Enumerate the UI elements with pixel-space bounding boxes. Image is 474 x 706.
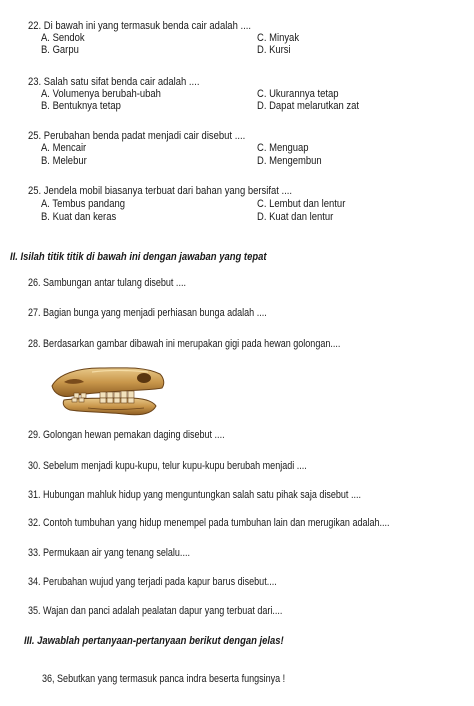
q25b-option-a: A. Tembus pandang <box>41 198 125 210</box>
q22-option-b: B. Garpu <box>41 44 79 56</box>
q25b-option-b: B. Kuat dan keras <box>41 211 117 223</box>
q25b-option-d: D. Kuat dan lentur <box>257 211 334 223</box>
q25a-option-a: A. Mencair <box>41 142 87 154</box>
q23-option-d: D. Dapat melarutkan zat <box>257 100 360 112</box>
question-30: 30. Sebelum menjadi kupu-kupu, telur kupu-kupu berubah menjadi .... <box>28 460 307 472</box>
question-22: 22. Di bawah ini yang termasuk benda cair adalah .... <box>28 20 251 32</box>
question-25b: 25. Jendela mobil biasanya terbuat dari bahan yang bersifat .... <box>28 185 293 197</box>
section-ii-heading: II. Isilah titik titik di bawah ini dengan jawaban yang tepat <box>10 251 267 263</box>
question-25a: 25. Perubahan benda padat menjadi cair disebut .... <box>28 130 246 142</box>
q23-option-c: C. Ukurannya tetap <box>257 88 339 100</box>
question-34: 34. Perubahan wujud yang terjadi pada kapur barus disebut.... <box>28 576 277 588</box>
question-27: 27. Bagian bunga yang menjadi perhiasan bunga adalah .... <box>28 307 267 319</box>
question-29: 29. Golongan hewan pemakan daging disebut .... <box>28 429 225 441</box>
question-32: 32. Contoh tumbuhan yang hidup menempel pada tumbuhan lain dan merugikan adalah.... <box>28 517 390 529</box>
herbivore-skull-icon <box>48 360 168 420</box>
q25a-option-b: B. Melebur <box>41 155 87 167</box>
question-35: 35. Wajan dan panci adalah pealatan dapur yang terbuat dari.... <box>28 605 283 617</box>
question-28: 28. Berdasarkan gambar dibawah ini merupakan gigi pada hewan golongan.... <box>28 338 341 350</box>
question-33: 33. Permukaan air yang tenang selalu.... <box>28 547 190 559</box>
q22-option-a: A. Sendok <box>41 32 85 44</box>
q22-option-c: C. Minyak <box>257 32 300 44</box>
section-iii-heading: III. Jawablah pertanyaan-pertanyaan berikut dengan jelas! <box>24 635 284 647</box>
q22-option-d: D. Kursi <box>257 44 291 56</box>
q23-option-a: A. Volumenya berubah-ubah <box>41 88 161 100</box>
question-26: 26. Sambungan antar tulang disebut .... <box>28 277 186 289</box>
q25b-option-c: C. Lembut dan lentur <box>257 198 346 210</box>
question-23: 23. Salah satu sifat benda cair adalah .... <box>28 76 200 88</box>
q23-option-b: B. Bentuknya tetap <box>41 100 121 112</box>
question-36: 36, Sebutkan yang termasuk panca indra beserta fungsinya ! <box>42 673 286 685</box>
q25a-option-c: C. Menguap <box>257 142 309 154</box>
q25a-option-d: D. Mengembun <box>257 155 322 167</box>
question-31: 31. Hubungan mahluk hidup yang menguntungkan salah satu pihak saja disebut .... <box>28 489 361 501</box>
